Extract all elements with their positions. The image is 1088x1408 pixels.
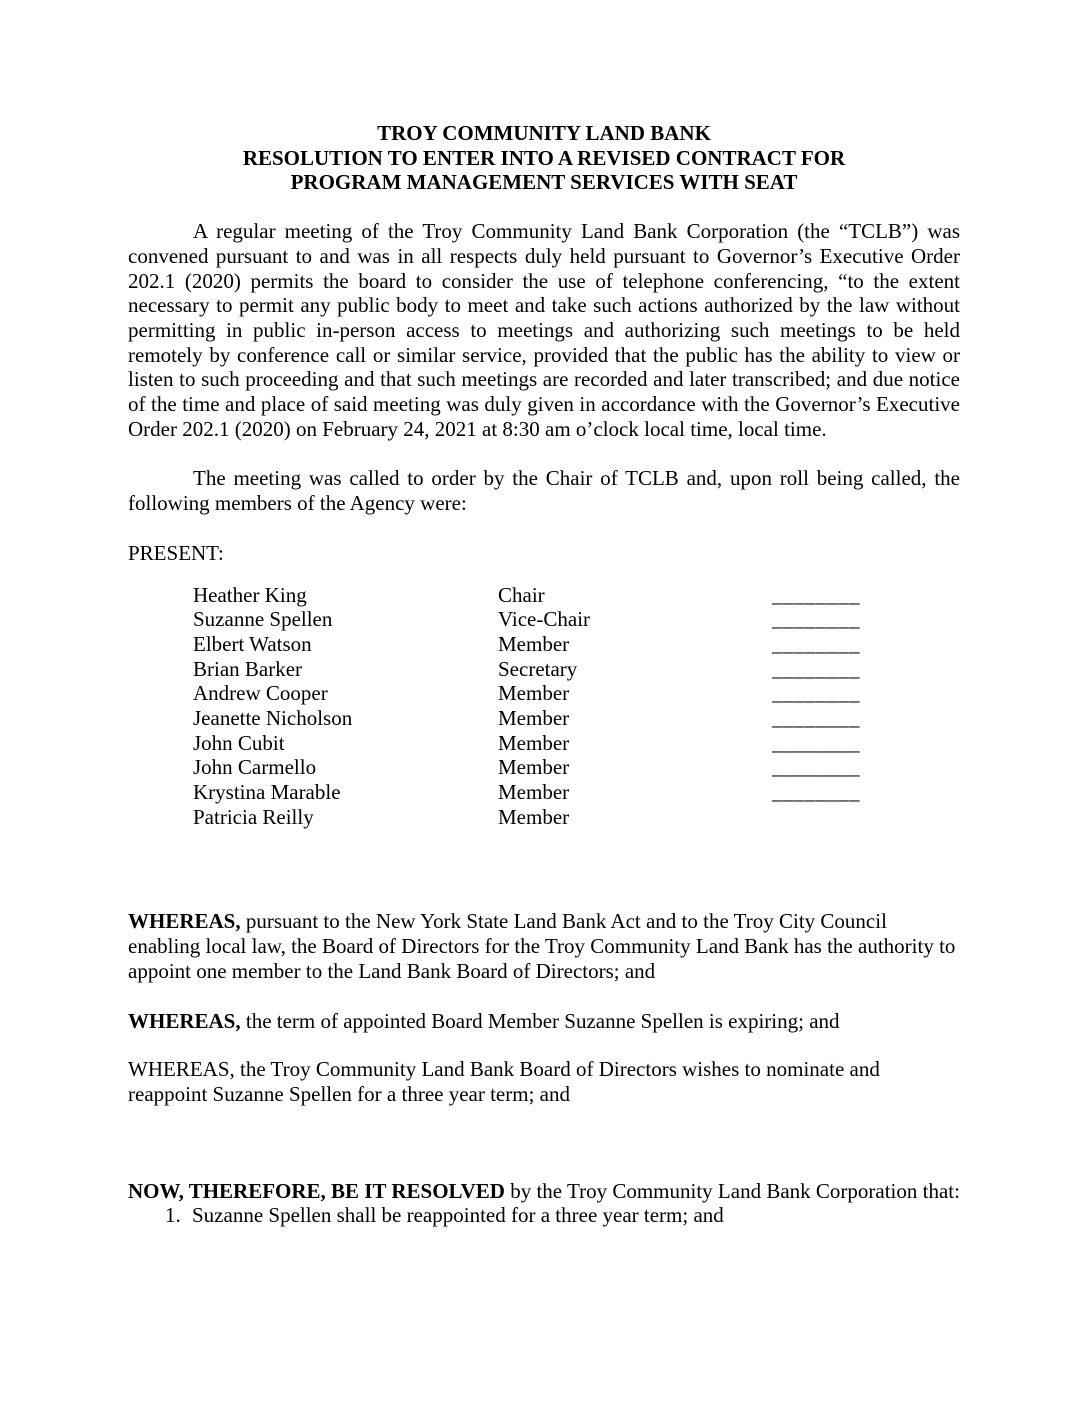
resolution-text: Suzanne Spellen shall be reappointed for a three year term; and: [192, 1203, 724, 1228]
roll-call-table: [128, 583, 960, 830]
whereas-clause: [128, 909, 960, 983]
member-role: Member: [498, 631, 570, 656]
signature-blank: ________: [772, 681, 860, 706]
member-name: Krystina Marable: [193, 780, 341, 805]
resolved-clause: [128, 1179, 960, 1204]
member-role: Member: [498, 705, 570, 730]
member-role: Member: [498, 755, 570, 780]
member-role: Member: [498, 780, 570, 805]
member-role: Member: [498, 681, 570, 706]
table-row: [128, 805, 960, 830]
document-title: [128, 121, 960, 195]
table-row: [128, 583, 960, 608]
signature-blank: ________: [772, 607, 860, 632]
member-role: Vice-Chair: [498, 607, 591, 632]
call-to-order-paragraph: The meeting was called to order by the Chair of TCLB and, upon roll being called, the following members of the Agency were:: [128, 466, 960, 516]
whereas-lead: WHEREAS,: [128, 1008, 241, 1033]
table-row: [128, 706, 960, 731]
table-row: [128, 681, 960, 706]
whereas-clause: [128, 1057, 960, 1106]
title-line-2: RESOLUTION TO ENTER INTO A REVISED CONTRACT FOR: [242, 145, 846, 170]
table-row: [128, 657, 960, 682]
signature-blank: ________: [772, 656, 860, 681]
member-name: Heather King: [193, 582, 307, 607]
signature-blank: ________: [772, 755, 860, 780]
signature-blank: ________: [772, 780, 860, 805]
signature-blank: ________: [772, 582, 860, 607]
member-name: Brian Barker: [193, 656, 303, 681]
table-row: [128, 780, 960, 805]
title-line-1: TROY COMMUNITY LAND BANK: [377, 121, 711, 145]
signature-blank: ________: [772, 730, 860, 755]
table-row: [128, 607, 960, 632]
whereas-text: pursuant to the New York State Land Bank Act and to the Troy City Council enabling local law, the Board of Directors for the Troy Community Land Bank has the authority to appoint one member to the Land Bank Board of Directors; and: [128, 909, 956, 983]
signature-blank: ________: [772, 705, 860, 730]
member-role: Member: [498, 804, 570, 829]
resolution-number: 1.: [165, 1203, 181, 1228]
table-row: [128, 632, 960, 657]
opening-paragraph: A regular meeting of the Troy Community Land Bank Corporation (the “TCLB”) was convened pursuant to and was in all respects duly held pursuant to Governor’s Executive Order 202.1 (2020) permits the board to consider the use of telephone conferencing, “to the extent necessary to permit any public body to meet and take such actions authorized by the law without permitting in public in-person access to meetings and authorizing such meetings to be held remotely by conference call or similar service, provided that the public has the ability to view or listen to such proceeding and that such meetings are recorded and later transcribed; and due notice of the time and place of said meeting was duly given in accordance with the Governor’s Executive Order 202.1 (2020) on February 24, 2021 at 8:30 am o’clock local time, local time.: [128, 219, 960, 441]
resolved-lead: NOW, THEREFORE, BE IT RESOLVED: [128, 1178, 505, 1203]
table-row: [128, 755, 960, 780]
member-role: Member: [498, 730, 570, 755]
member-name: Suzanne Spellen: [193, 607, 333, 632]
whereas-text: the Troy Community Land Bank Board of Directors wishes to nominate and reappoint Suzanne Spellen for a three year term; and: [128, 1057, 880, 1106]
member-name: Elbert Watson: [193, 631, 312, 656]
signature-blank: ________: [772, 631, 860, 656]
member-name: John Cubit: [193, 730, 285, 755]
title-line-3: PROGRAM MANAGEMENT SERVICES WITH SEAT: [290, 170, 798, 195]
table-row: [128, 731, 960, 756]
member-name: Andrew Cooper: [193, 681, 328, 706]
present-label: PRESENT:: [128, 540, 224, 565]
whereas-text: the term of appointed Board Member Suzanne Spellen is expiring; and: [240, 1008, 840, 1033]
member-name: Jeanette Nicholson: [193, 705, 353, 730]
whereas-lead: WHEREAS,: [128, 909, 241, 934]
whereas-lead: WHEREAS,: [128, 1057, 235, 1082]
member-role: Secretary: [498, 656, 578, 681]
resolution-item: [128, 1203, 960, 1228]
member-role: Chair: [498, 582, 545, 607]
resolved-text: by the Troy Community Land Bank Corporation that:: [504, 1178, 960, 1203]
member-name: John Carmello: [193, 755, 317, 780]
whereas-clause: [128, 1009, 960, 1034]
member-name: Patricia Reilly: [193, 804, 314, 829]
